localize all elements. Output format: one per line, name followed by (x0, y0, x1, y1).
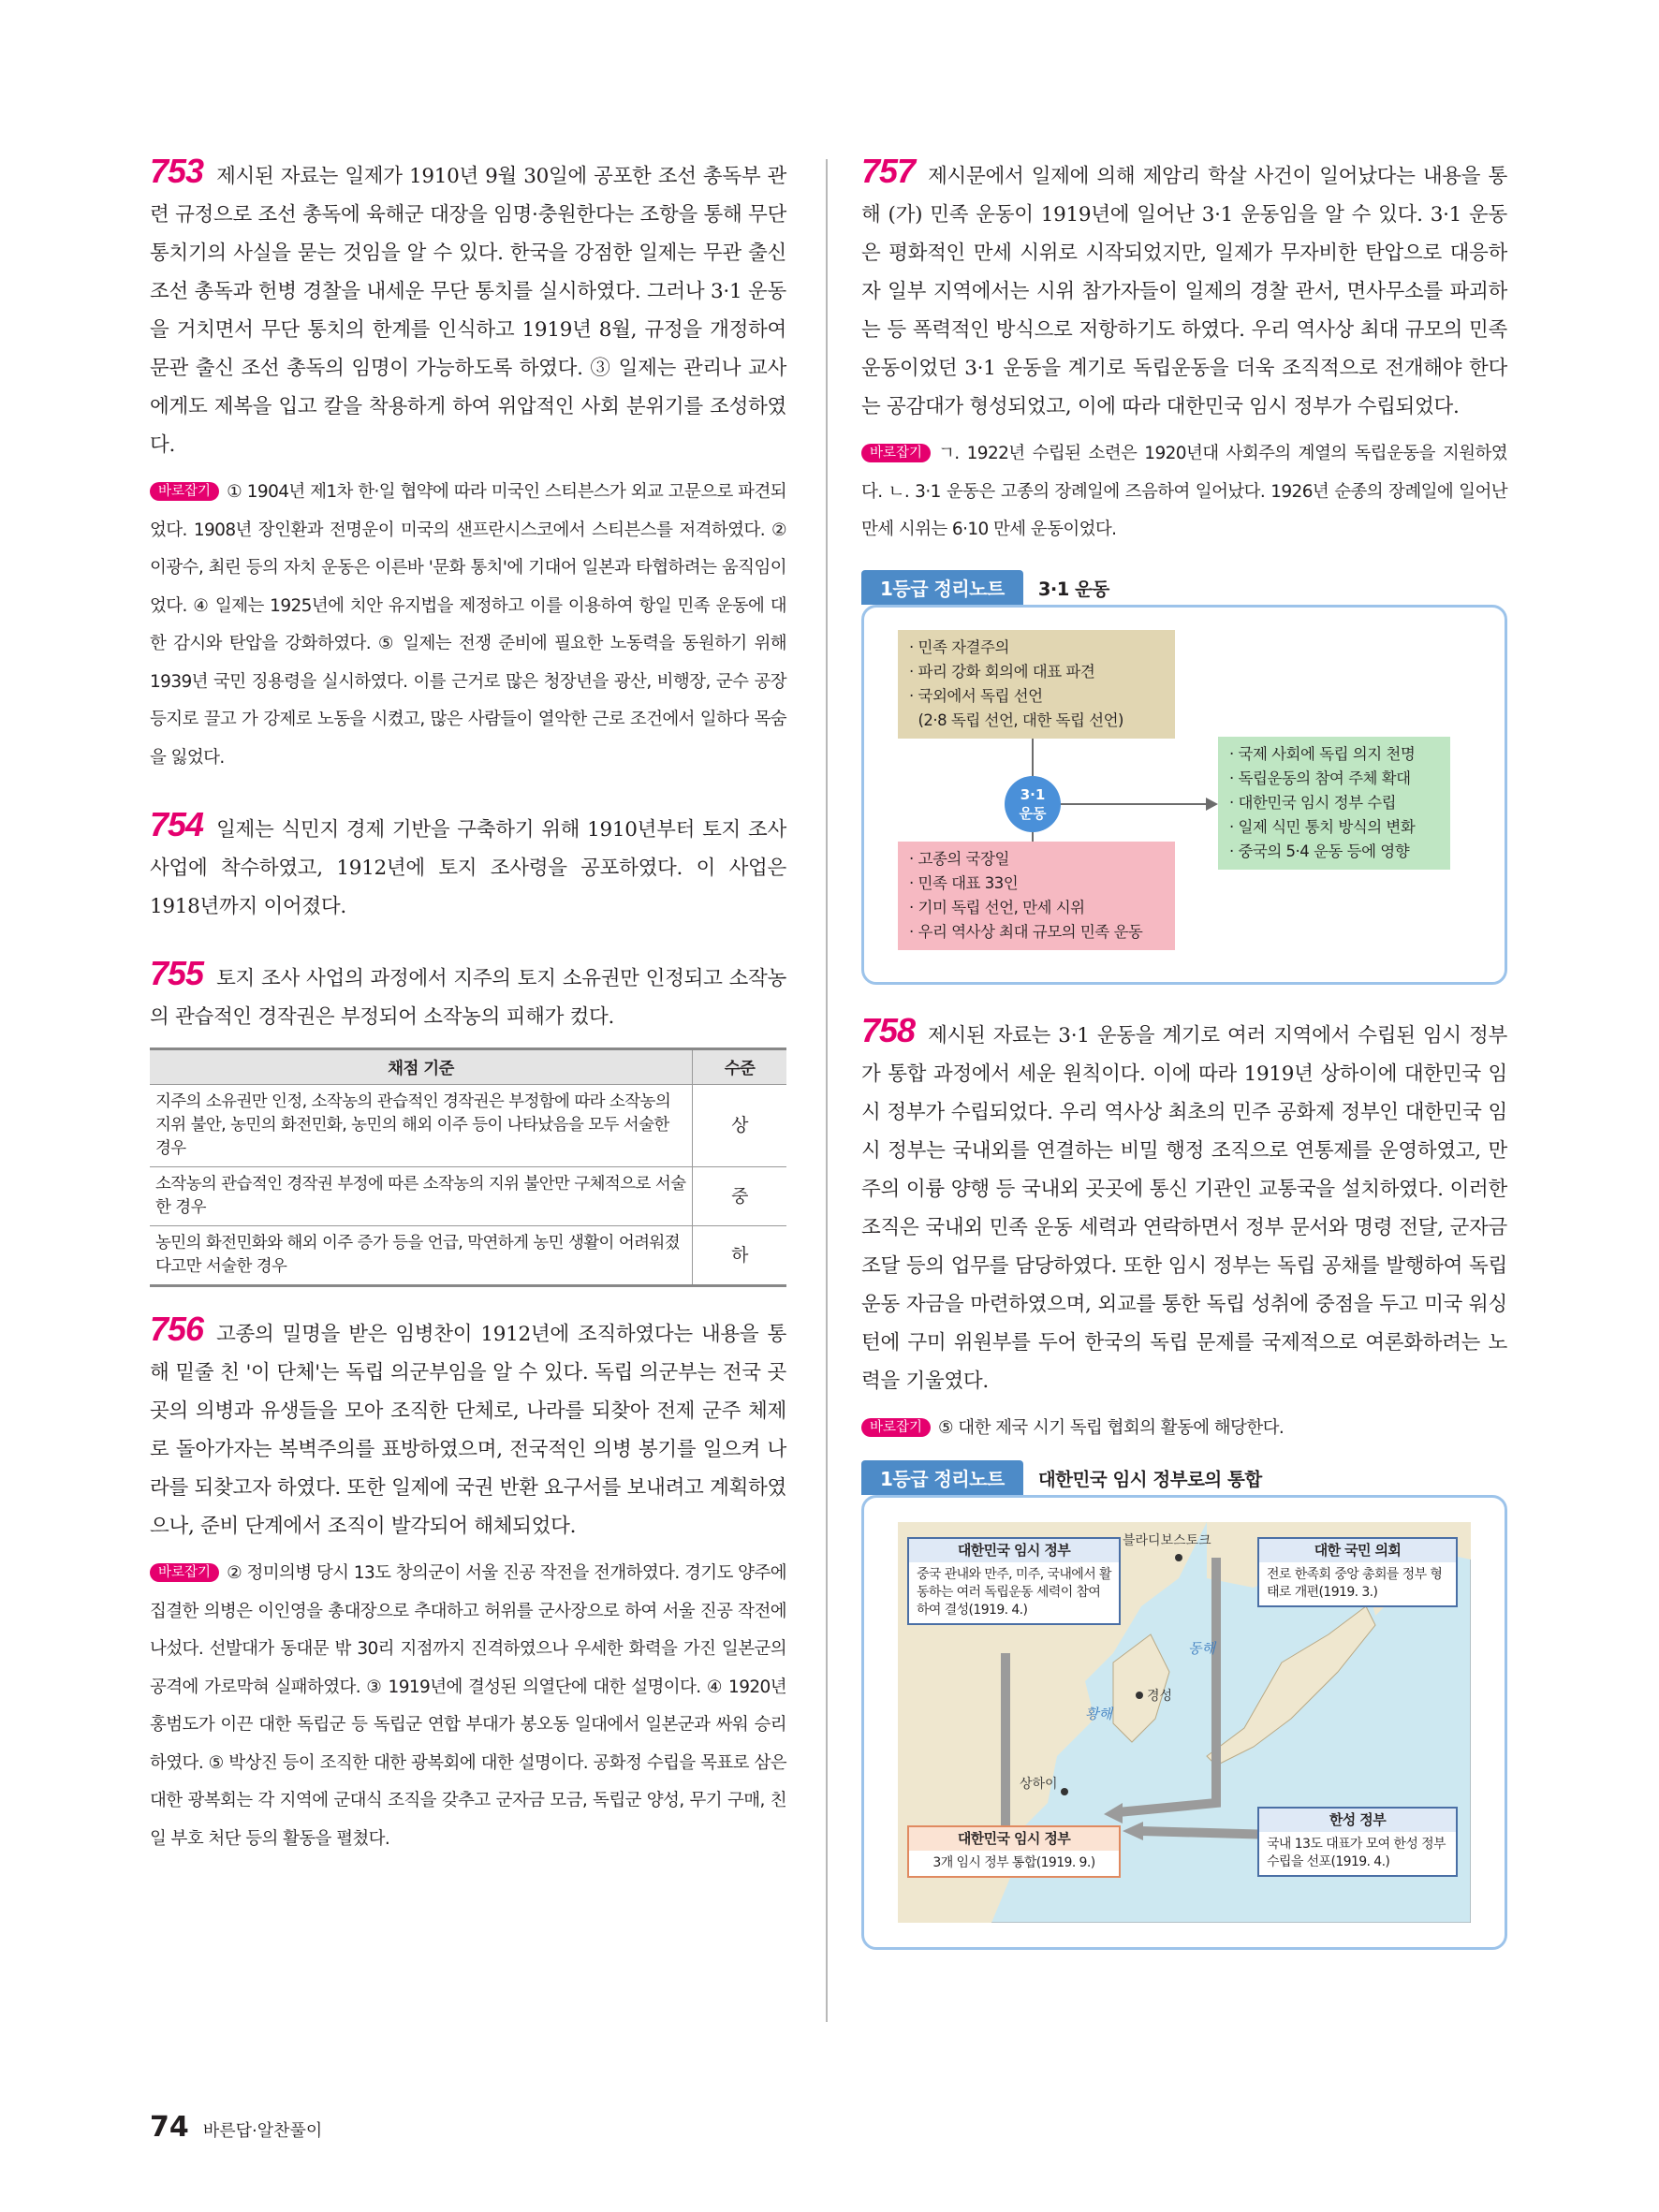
question-number: 755 (150, 954, 204, 992)
shanghai-marker (1061, 1788, 1068, 1795)
answer-757 (861, 152, 1507, 426)
list-item: · 민족 자결주의 (909, 637, 1009, 656)
list-item: · 중국의 5·4 운동 등에 영향 (1229, 842, 1410, 860)
answer-756 (150, 1310, 786, 1545)
correction-text: ② 정미의병 당시 13도 창의군이 서울 진공 작전을 전개하였다. 경기도 양주에 집결한 의병은 이인영을 총대장으로 추대하고 허위를 군사장으로 하여 서울 진공 작전에 나섰다. 선발대가 동대문 밖 30리 지점까지 진격하였으나 우세한 화력을 가진 일본군의 공격에 가로막혀 실패하였다. ③ 1919년에 결성된 의열단에 대한 설명이다. ④ 1920년 홍범도가 이끈 대한 독립군 등 독립군 연합 부대가 봉오동 일대에서 일본군과 싸워 승리하였다. ⑤ 박상진 등이 조직한 대한 광복회에 대한 설명이다. 공화정 수립을 목표로 삼은 대한 광복회는 각 지역에 군대식 조직을 갖추고 군자금 모금, 독립군 양성, 무기 구매, 친일 부호 처단 등의 활동을 펼쳤다. (150, 1563, 786, 1849)
list-item: · 대한민국 임시 정부 수립 (1229, 793, 1397, 812)
correction-text: ① 1904년 제1차 한·일 협약에 따라 미국인 스티븐스가 외교 고문으로 파견되었다. 1908년 장인환과 전명운이 미국의 샌프란시스코에서 스티븐스를 저격하였다. ② 이광수, 최린 등의 자치 운동은 이른바 '문화 통치'에 기대어 일본과 타협하려는 움직임이었다. ④ 일제는 1925년에 치안 유지법을 제정하고 이를 이용하여 항일 민족 운동에 대한 감시와 탄압을 강화하였다. ⑤ 일제는 전쟁 준비에 필요한 노동력을 동원하기 위해 1939년 국민 징용령을 실시하였다. 이를 근거로 많은 청장년을 광산, 비행장, 군수 공장 등지로 끌고 가 강제로 노동을 시켰고, 많은 사람들이 열악한 근로 조건에서 일하다 목숨을 잃었다. (150, 482, 786, 768)
table-row (150, 1085, 786, 1167)
summary-note-march-first (861, 570, 1507, 985)
list-item: (2·8 독립 선언, 대한 독립 선언) (918, 710, 1123, 729)
page-footer (150, 2111, 322, 2144)
summary-box (861, 1495, 1507, 1950)
map-label-seoul: 경성 (1147, 1689, 1173, 1704)
summary-title: 대한민국 임시 정부로의 통합 (1037, 1469, 1262, 1490)
effects-box (1218, 737, 1450, 870)
table-header-row (150, 1049, 786, 1085)
summary-title: 3·1 운동 (1037, 578, 1109, 600)
list-item: · 고종의 국장일 (909, 849, 1009, 868)
question-number: 756 (150, 1310, 204, 1348)
page-number: 74 (150, 2111, 189, 2144)
list-item: · 독립운동의 참여 주체 확대 (1229, 769, 1411, 787)
question-number: 754 (150, 805, 204, 843)
table-header: 수준 (693, 1049, 787, 1085)
map-label-east-sea: 동해 (1188, 1640, 1215, 1657)
list-item: · 국제 사회에 독립 의지 천명 (1229, 744, 1416, 763)
answer-753 (150, 152, 786, 464)
table-row (150, 1226, 786, 1286)
table-cell: 소작농의 관습적인 경작권 부정에 따른 소작농의 지위 불안만 구체적으로 서술한 경우 (150, 1167, 693, 1226)
answer-text: 제시된 자료는 일제가 1910년 9월 30일에 공포한 조선 총독부 관련 규정으로 조선 총독에 육해군 대장을 임명·충원한다는 조항을 통해 무단 통치기의 사실을 묻는 것임을 알 수 있다. 한국을 강점한 일제는 무관 출신 조선 총독과 헌병 경찰을 내세운 무단 통치를 실시하였다. 그러나 3·1 운동을 거치면서 무단 통치의 한계를 인식하고 1919년 8월, 규정을 개정하여 문관 출신 조선 총독의 임명이 가능하도록 하였다. ③ 일제는 관리나 교사에게도 제복을 입고 칼을 착용하게 하여 위압적인 사회 분위기를 조성하였다. (150, 165, 786, 457)
map-label-shanghai: 상하이 (1020, 1777, 1058, 1792)
seoul-marker (1136, 1692, 1143, 1699)
summary-box (861, 605, 1507, 985)
arrow-head (1206, 798, 1218, 811)
footer-label: 바른답·알찬풀이 (202, 2121, 323, 2141)
gov-box-interim: 대한민국 임시 정부 중국 관내와 만주, 미주, 국내에서 활동하는 여러 독립운동 세력이 참여하여 결성(1919. 4.) (907, 1537, 1121, 1625)
answer-text: 일제는 식민지 경제 기반을 구축하기 위해 1910년부터 토지 조사 사업에 착수하였고, 1912년에 토지 조사령을 공포하였다. 이 사업은 1918년까지 이어졌다. (150, 818, 786, 918)
right-column (861, 152, 1507, 1950)
answer-758 (861, 1010, 1507, 1400)
correction-badge: 바로잡기 (861, 1418, 931, 1437)
table-cell: 지주의 소유권만 인정, 소작농의 관습적인 경작권은 부정함에 따라 소작농의 지위 불안, 농민의 화전민화, 농민의 해외 이주 등이 나타났음을 모두 서술한 경우 (150, 1085, 693, 1167)
table-cell-level: 상 (693, 1085, 787, 1167)
table-cell: 농민의 화전민화와 해외 이주 증가 등을 언급, 막연하게 농민 생활이 어려워졌다고만 서술한 경우 (150, 1226, 693, 1286)
question-number: 757 (861, 152, 916, 190)
table-header: 채점 기준 (150, 1049, 693, 1085)
correction-badge: 바로잡기 (861, 444, 931, 462)
table-row (150, 1167, 786, 1226)
question-number: 753 (150, 152, 204, 190)
correction-text: ⑤ 대한 제국 시기 독립 협회의 활동에 해당한다. (938, 1417, 1285, 1438)
vladivostok-marker (1175, 1554, 1182, 1561)
correction-badge: 바로잡기 (150, 1563, 219, 1582)
column-divider (826, 159, 828, 2022)
list-item: · 우리 역사상 최대 규모의 민족 운동 (909, 922, 1143, 941)
table-cell-level: 하 (693, 1226, 787, 1286)
correction-badge: 바로잡기 (150, 482, 219, 501)
answer-text: 고종의 밀명을 받은 임병찬이 1912년에 조직하였다는 내용을 통해 밑줄 친 '이 단체'는 독립 의군부임을 알 수 있다. 독립 의군부는 전국 곳곳의 의병과 유생들을 모아 조직한 단체로, 나라를 되찾아 전제 군주 체제로 돌아가자는 복벽주의를 표방하였으며, 전국적인 의병 봉기를 일으켜 나라를 되찾고자 하였다. 또한 일제에 국권 반환 요구서를 보내려고 계획하였으나, 준비 단계에서 조직이 발각되어 해체되었다. (150, 1323, 786, 1538)
gov-box-national-council: 대한 국민 의회 전로 한족회 중앙 총회를 정부 형태로 개편(1919. 3.) (1257, 1537, 1458, 1607)
answer-755 (150, 954, 786, 1036)
answer-text: 제시된 자료는 3·1 운동을 계기로 여러 지역에서 수립된 임시 정부가 통합 과정에서 세운 원칙이다. 이에 따라 1919년 상하이에 대한민국 임시 정부가 수립되었다. 우리 역사상 최초의 민주 공화제 정부인 대한민국 임시 정부는 국내외를 연결하는 비밀 행정 조직으로 연통제를 운영하였고, 만주의 이륭 양행 등 국내외 곳곳에 통신 기관인 교통국을 설치하였다. 이러한 조직은 국내외 민족 운동 세력과 연락하면서 정부 문서와 명령 전달, 군자금 조달 등의 업무를 담당하였다. 또한 임시 정부는 독립 공채를 발행하여 독립운동 자금을 마련하였으며, 외교를 통한 독립 성취에 중점을 두고 미국 워싱턴에 구미 위원부를 두어 한국의 독립 문제를 국제적으로 여론화하려는 노력을 기울였다. (861, 1023, 1507, 1393)
table-cell-level: 중 (693, 1167, 787, 1226)
summary-note-provisional-government (861, 1460, 1507, 1950)
correction-757 (861, 435, 1507, 549)
list-item: · 민족 대표 33인 (909, 873, 1019, 892)
summary-tag: 1등급 정리노트 (861, 1460, 1023, 1495)
correction-758 (861, 1410, 1507, 1448)
list-item: · 일제 식민 통치 방식의 변화 (1229, 817, 1416, 836)
list-item: · 기미 독립 선언, 만세 시위 (909, 898, 1085, 916)
answer-text: 제시문에서 일제에 의해 제암리 학살 사건이 일어났다는 내용을 통해 (가) 민족 운동이 1919년에 일어난 3·1 운동임을 알 수 있다. 3·1 운동은 평화적인 만세 시위로 시작되었지만, 일제가 무자비한 탄압으로 대응하자 일부 지역에서는 시위 참가자들이 일제의 경찰 관서, 면사무소를 파괴하는 등 폭력적인 방식으로 저항하기도 하였다. 우리 역사상 최대 규모의 민족 운동이었던 3·1 운동을 계기로 독립운동을 더욱 조직적으로 전개해야 한다는 공감대가 형성되었고, 이에 따라 대한민국 임시 정부가 수립되었다. (861, 165, 1507, 418)
answer-754 (150, 805, 786, 926)
list-item: · 국외에서 독립 선언 (909, 686, 1043, 705)
facts-box (898, 842, 1175, 950)
map-label-vladivostok: 블라디보스토크 (1123, 1533, 1211, 1548)
background-box (898, 630, 1175, 739)
gov-box-hanseong: 한성 정부 국내 13도 대표가 모여 한성 정부 수립을 선포(1919. 4.) (1257, 1807, 1458, 1877)
answer-text: 토지 조사 사업의 과정에서 지주의 토지 소유권만 인정되고 소작농의 관습적인 경작권은 부정되어 소작농의 피해가 컸다. (150, 967, 786, 1029)
list-item: · 파리 강화 회의에 대표 파견 (909, 662, 1095, 681)
map-label-yellow-sea: 황해 (1085, 1706, 1112, 1722)
center-circle: 3·1 운동 (1005, 776, 1061, 832)
left-column (150, 152, 786, 1858)
correction-756 (150, 1555, 786, 1858)
summary-tag: 1등급 정리노트 (861, 570, 1023, 605)
gov-box-unified: 대한민국 임시 정부 3개 임시 정부 통합(1919. 9.) (907, 1825, 1121, 1878)
correction-text: ㄱ. 1922년 수립된 소련은 1920년대 사회주의 계열의 독립운동을 지원하였다. ㄴ. 3·1 운동은 고종의 장례일에 즈음하여 일어났다. 1926년 순종의 장례일에 일어난 만세 시위는 6·10 만세 운동이었다. (861, 444, 1507, 539)
question-number: 758 (861, 1010, 916, 1049)
correction-753 (150, 474, 786, 777)
grading-table (150, 1047, 786, 1287)
